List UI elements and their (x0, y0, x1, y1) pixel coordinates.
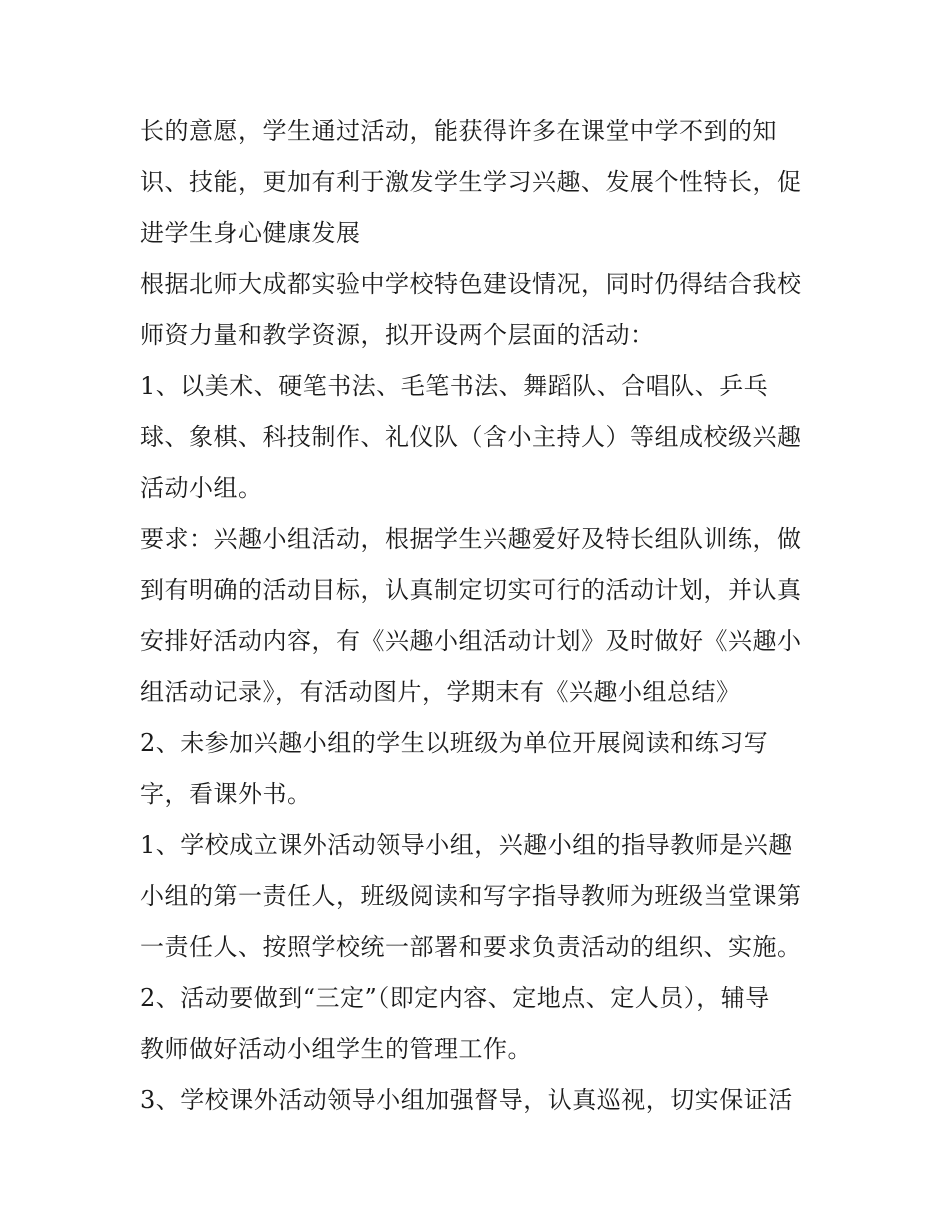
text-line: 师资力量和教学资源，拟开设两个层面的活动： (140, 321, 655, 349)
text-line: 到有明确的活动目标，认真制定切实可行的活动计划，并认真 (140, 576, 802, 604)
text-line: 字，看课外书。 (140, 780, 312, 808)
text-line: 根据北师大成都实验中学校特色建设情况，同时仍得结合我校 (140, 270, 802, 298)
text-line: 1、以美术、硬笔书法、毛笔书法、舞蹈队、合唱队、乒乓 (140, 372, 769, 400)
text-line: 2、活动要做到“三定”（即定内容、定地点、定人员），辅导 (140, 984, 770, 1012)
text-line: 教师做好活动小组学生的管理工作。 (140, 1035, 532, 1063)
text-line: 识、技能，更加有利于激发学生学习兴趣、发展个性特长，促 (140, 168, 802, 196)
text-line: 球、象棋、科技制作、礼仪队（含小主持人）等组成校级兴趣 (140, 423, 802, 451)
text-line: 小组的第一责任人，班级阅读和写字指导教师为班级当堂课第 (140, 882, 802, 910)
text-line: 要求：兴趣小组活动，根据学生兴趣爱好及特长组队训练，做 (140, 525, 802, 553)
document-body (140, 106, 820, 1126)
text-line: 2、未参加兴趣小组的学生以班级为单位开展阅读和练习写 (140, 729, 769, 757)
text-line: 一责任人、按照学校统一部署和要求负责活动的组织、实施。 (140, 933, 802, 961)
text-line: 长的意愿，学生通过活动，能获得许多在课堂中学不到的知 (140, 117, 777, 145)
text-line: 1、学校成立课外活动领导小组，兴趣小组的指导教师是兴趣 (140, 831, 793, 859)
text-line: 3、学校课外活动领导小组加强督导，认真巡视，切实保证活 (140, 1086, 793, 1114)
text-line: 进学生身心健康发展 (140, 219, 361, 247)
text-line: 活动小组。 (140, 474, 263, 502)
text-line: 组活动记录》，有活动图片，学期末有《兴趣小组总结》 (140, 678, 741, 706)
text-line: 安排好活动内容，有《兴趣小组活动计划》及时做好《兴趣小 (140, 627, 802, 655)
